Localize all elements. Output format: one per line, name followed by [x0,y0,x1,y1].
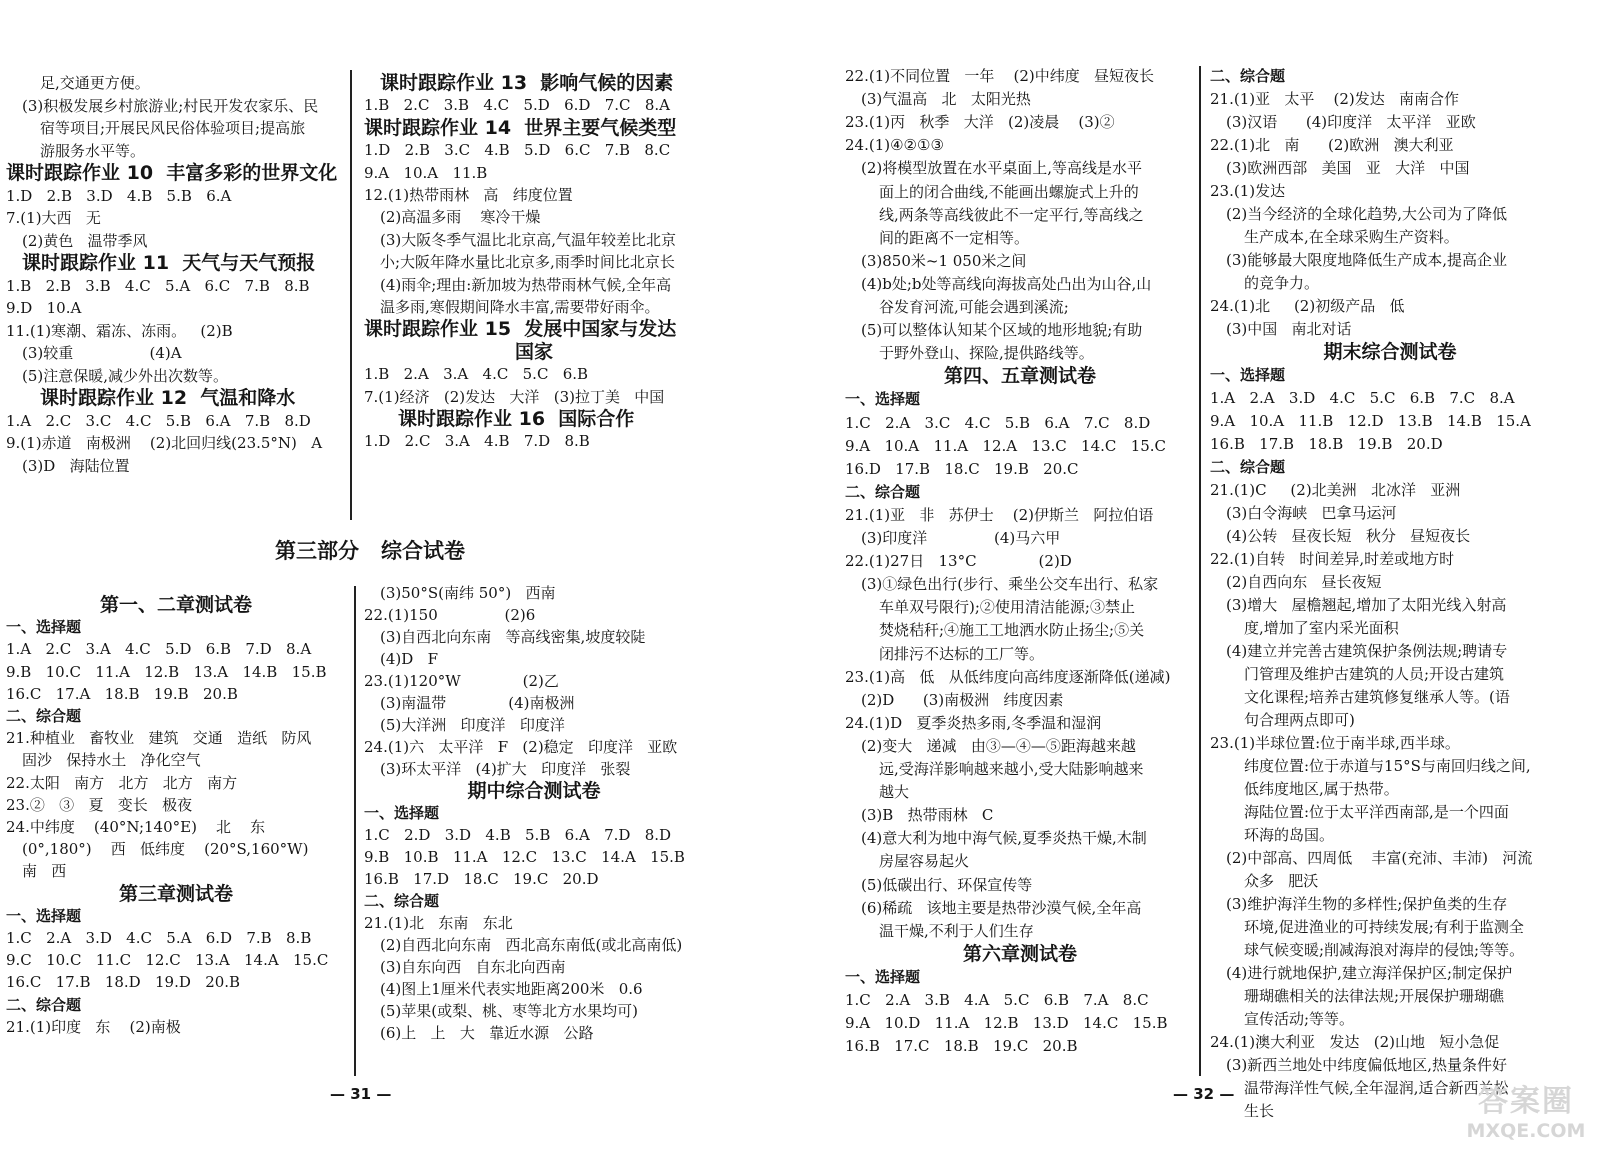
answer-line: 9.B 10.C 11.A 12.B 13.A 14.B 15.B [6,662,327,681]
answer-line: 生产成本,在全球采购生产资料。 [1244,228,1459,246]
answer-line: (2)自西向东 昼长夜短 [1226,573,1382,591]
answer-line: 宿等项目;开展民风民俗体验项目;提高旅 [40,119,306,137]
answer-line: (4)意大利为地中海气候,夏季炎热干燥,木制 [861,829,1147,848]
answer-line: 24.(1)澳大利亚 发达 (2)山地 短小急促 [1210,1033,1500,1051]
answer-line: (5)苹果(或梨、桃、枣等北方水果均可) [380,1002,638,1020]
answer-line: 21.(1)亚 太平 (2)发达 南南合作 [1210,90,1460,108]
answer-line: 22.(1)150 (2)6 [364,606,536,624]
answer-line: (3)印度洋 (4)马六甲 [861,529,1061,547]
answer-line: 7.(1)大西 无 [6,209,101,227]
answer-line: (4)公转 昼夜长短 秋分 昼短夜长 [1226,527,1471,545]
answer-line: (3)850米~1 050米之间 [861,251,1027,270]
answer-line: 7.(1)经济 (2)发达 大洋 (3)拉丁美 中国 [364,387,665,406]
answer-line: (3)自西北向东南 等高线密集,坡度较陡 [380,628,646,646]
section-heading: 课时跟踪作业 11 天气与天气预报 [22,252,316,274]
divider-right [1199,66,1201,1076]
answer-line: 24.(1)D 夏季炎热多雨,冬季温和湿润 [845,713,1102,732]
answer-line: 1.B 2.C 3.B 4.C 5.D 6.D 7.C 8.A [364,96,670,115]
answer-line: 23.(1)120°W (2)乙 [364,672,559,690]
answer-line: 门管理及维护古建筑的人员;开设古建筑 [1244,665,1505,683]
answer-line: 闭排污不达标的工厂等。 [879,644,1045,663]
answer-line: 焚烧秸秆;④施工工地洒水防止扬尘;⑤关 [879,621,1145,640]
answer-line: 足,交通更方便。 [40,74,150,92]
answer-line: (2)黄色 温带季风 [22,231,148,250]
answer-line: 谷发育河流,可能会遇到溪流; [879,298,1069,316]
subsection-label: 一、选择题 [6,618,82,637]
answer-line: 文化课程;培养古建筑修复继承人等。(语 [1244,688,1510,706]
answer-line: (5)大洋洲 印度洋 印度洋 [380,716,565,734]
answer-line: 远,受海洋影响越来越小,受大陆影响越来 [879,760,1144,778]
answer-line: 1.C 2.A 3.C 4.C 5.B 6.A 7.C 8.D [845,413,1151,432]
section-heading: 第一、二章测试卷 [99,594,252,616]
answer-line: (6)上 上 大 靠近水源 公路 [380,1024,594,1042]
answer-line: 低纬度地区,属于热带。 [1244,780,1399,798]
answer-line: 9.A 10.A 11.B [364,163,488,182]
column-4 [364,583,704,1083]
answer-line: 24.中纬度 (40°N;140°E) 北 东 [6,818,266,836]
answer-line: (3)能够最大限度地降低生产成本,提高企业 [1226,251,1508,269]
answer-line: (2)中部高、四周低 丰富(充沛、丰沛) 河流 [1226,849,1533,867]
answer-line: (2)高温多雨 寒冷干燥 [380,208,541,227]
answer-line: (3)环太平洋 (4)扩大 印度洋 张裂 [380,760,631,778]
subsection-label: 二、综合题 [6,995,82,1014]
answer-line: 于野外登山、探险,提供路线等。 [879,344,1094,363]
answer-line: 环境,促进渔业的可持续发展;有利于监测全 [1244,918,1524,936]
answer-line: 句合理两点即可) [1244,711,1355,729]
answer-line: (5)注意保暖,减少外出次数等。 [22,366,229,385]
subsection-label: 一、选择题 [1210,366,1286,384]
answer-line: (5)低碳出行、环保宣传等 [861,875,1033,894]
section-heading: 期中综合测试卷 [467,780,601,802]
column-2 [364,73,704,513]
answer-line: (3)欧洲西部 美国 亚 大洋 中国 [1226,159,1470,177]
answer-line: (4)b处;b处等高线向海拔高处凸出为山谷,山 [861,274,1152,293]
answer-line: (2)当今经济的全球化趋势,大公司为了降低 [1226,205,1508,223]
answer-line: 24.(1)北 (2)初级产品 低 [1210,297,1405,315]
answer-line: 23.(1)丙 秋季 大洋 (2)凌晨 (3)② [845,113,1115,132]
section-heading: 课时跟踪作业 15 发展中国家与发达 [364,318,677,341]
answer-line: 宣传活动;等等。 [1244,1010,1355,1028]
answer-line: (3)较重 (4)A [22,344,182,362]
answer-line: (3)增大 屋檐翘起,增加了太阳光线入射高 [1226,596,1507,614]
answer-line: 1.B 2.A 3.A 4.C 5.C 6.B [364,365,589,384]
answer-line: (3)白令海峡 巴拿马运河 [1226,504,1397,522]
answer-line: 面上的闭合曲线,不能画出螺旋式上升的 [879,182,1139,201]
answer-line: 9.(1)赤道 南极洲 (2)北回归线(23.5°N) A [6,434,323,452]
answer-line: (4)雨伞;理由:新加坡为热带雨林气候,全年高 [380,275,672,294]
answer-line: (3)维护海洋生物的多样性;保护鱼类的生存 [1226,895,1508,913]
answer-line: 9.C 10.C 11.C 12.C 13.A 14.A 15.C [6,951,329,970]
section-heading: 期末综合测试卷 [1323,341,1457,363]
answer-line: 23.(1)高 低 从低纬度向高纬度逐渐降低(递减) [845,667,1171,686]
answer-line: (4)进行就地保护,建立海洋保护区;制定保护 [1226,964,1513,982]
section-heading: 第六章测试卷 [962,942,1077,965]
answer-line: 1.A 2.C 3.A 4.C 5.D 6.B 7.D 8.A [6,640,312,659]
answer-line: 23.(1)发达 [1210,182,1286,200]
answer-line: 9.A 10.A 11.A 12.A 13.C 14.C 15.C [845,436,1167,455]
answer-line: 9.B 10.B 11.A 12.C 13.C 14.A 15.B [364,848,685,866]
answer-line: 1.A 2.C 3.C 4.C 5.B 6.A 7.B 8.D [6,411,311,430]
answer-line: (4)图上1厘米代表实地距离200米 0.6 [380,980,643,998]
section-heading: 第四、五章测试卷 [943,365,1096,388]
answer-line: 23.(1)半球位置:位于南半球,西半球。 [1210,734,1460,752]
answer-line: 21.(1)C (2)北美洲 北冰洋 亚洲 [1210,481,1461,499]
answer-line: (5)可以整体认知某个区域的地形地貌;有助 [861,321,1143,340]
answer-line: 21.(1)亚 非 苏伊士 (2)伊斯兰 阿拉伯语 [845,505,1154,524]
answer-line: (3)自东向西 自东北向西南 [380,958,566,976]
answer-line: (3)汉语 (4)印度洋 太平洋 亚欧 [1226,113,1476,131]
answer-line: (3)B 热带雨林 C [861,806,994,825]
answer-line: 9.D 10.A [6,299,82,317]
answer-line: 1.D 2.B 3.D 4.B 5.B 6.A [6,186,232,205]
answer-line: (2)自西北向东南 西北高东南低(或北高南低) [380,936,683,954]
answer-line: 度,增加了室内采光面积 [1244,619,1399,637]
section-heading: 课时跟踪作业 12 气温和降水 [40,387,296,409]
answer-line: (2)变大 递减 由③—④—⑤距海越来越 [861,736,1136,755]
answer-line: 24.(1)④②①③ [845,136,944,155]
answer-line: 21.种植业 畜牧业 建筑 交通 造纸 防风 [6,729,312,748]
answer-line: 21.(1)印度 东 (2)南极 [6,1017,181,1036]
answer-line: 的竞争力。 [1244,274,1320,292]
answer-line: (4)建立并完善古建筑保护条例法规;聘请专 [1226,642,1508,660]
answer-line: 众多 肥沃 [1244,872,1319,890]
answer-line: 22.(1)自转 时间差异,时差或地方时 [1210,550,1455,568]
part-title: 第三部分 综合试卷 [275,539,465,563]
answer-line: 温多雨,寒假期间降水丰富,需要带好雨伞。 [380,298,660,316]
answer-line: (3)南温带 (4)南极洲 [380,694,575,712]
answer-line: 11.(1)寒潮、霜冻、冻雨。 (2)B [6,321,233,340]
divider-left-top [350,70,352,520]
answer-line: (3)50°S(南纬 50°) 西南 [380,584,556,602]
answer-line: 16.C 17.B 18.D 19.D 20.B [6,973,241,992]
answer-line: 22.(1)不同位置 一年 (2)中纬度 昼短夜长 [845,67,1155,85]
answer-line: (3)积极发展乡村旅游业;村民开发农家乐、民 [22,96,319,115]
answer-line: 16.D 17.B 18.C 19.B 20.C [845,459,1079,478]
answer-line: 游服务水平等。 [40,141,146,160]
answer-line: (3)气温高 北 太阳光热 [861,90,1031,109]
subsection-label: 一、选择题 [845,967,921,986]
subsection-label: 二、综合题 [845,482,921,501]
answer-line: 珊瑚礁相关的法律法规;开展保护珊瑚礁 [1244,987,1505,1005]
section-heading: 课时跟踪作业 13 影响气候的因素 [380,72,674,94]
answer-line: (3)中国 南北对话 [1226,320,1352,338]
answer-line: 16.B 17.B 18.B 19.B 20.D [1210,435,1443,453]
answer-line: 生长 [1244,1102,1275,1120]
answer-line: 1.D 2.C 3.A 4.B 7.D 8.B [364,432,590,451]
answer-line: 22.(1)北 南 (2)欧洲 澳大利亚 [1210,136,1454,154]
answer-line: 1.C 2.A 3.D 4.C 5.A 6.D 7.B 8.B [6,929,312,947]
subsection-label: 二、综合题 [6,707,82,725]
page-number-left: — 31 — [330,1085,392,1103]
answer-line: 间的距离不一定相等。 [879,228,1030,247]
answer-line: (3)大阪冬季气温比北京高,气温年较差比北京 [380,230,677,249]
answer-line: 21.(1)北 东南 东北 [364,914,513,932]
section-heading: 课时跟踪作业 10 丰富多彩的世界文化 [6,162,338,184]
answer-line: 12.(1)热带雨林 高 纬度位置 [364,186,573,204]
answer-line: 9.A 10.A 11.B 12.D 13.B 14.B 15.A [1210,412,1531,430]
answer-line: 1.D 2.B 3.C 4.B 5.D 6.C 7.B 8.C [364,141,671,160]
divider-left-bottom [354,586,356,1076]
answer-line: 小;大阪年降水量比北京多,雨季时间比北京长 [380,253,675,272]
answer-line: (3)新西兰地处中纬度偏低地区,热量条件好 [1226,1056,1508,1074]
watermark-url: MXQE.COM [1466,1120,1586,1142]
answer-line: 1.A 2.A 3.D 4.C 5.C 6.B 7.C 8.A [1210,389,1515,407]
answer-line: 越大 [879,783,910,802]
answer-line: (6)稀疏 该地主要是热带沙漠气候,全年高 [861,898,1142,917]
answer-line: 1.C 2.A 3.B 4.A 5.C 6.B 7.A 8.C [845,991,1149,1009]
answer-line: 南 西 [22,862,67,881]
answer-line: 温带海洋性气候,全年湿润,适合新西兰松 [1244,1079,1509,1097]
answer-line: 房屋容易起火 [879,852,970,871]
subsection-label: 二、综合题 [1210,458,1286,476]
column-1 [6,73,346,513]
answer-line: (2)D (3)南极洲 纬度因素 [861,690,1064,709]
column-3 [6,595,346,1085]
watermark-logo [1466,1084,1586,1146]
subsection-label: 一、选择题 [845,390,921,409]
answer-line: (0°,180°) 西 低纬度 (20°S,160°W) [22,840,309,859]
column-5 [845,66,1195,1086]
answer-line: 22.(1)27日 13°C (2)D [845,552,1072,571]
answer-line: 16.C 17.A 18.B 19.B 20.B [6,684,238,703]
subsection-label: 二、综合题 [364,892,440,910]
answer-line: 1.C 2.D 3.D 4.B 5.B 6.A 7.D 8.D [364,826,672,844]
answer-line: 24.(1)六 太平洋 F (2)稳定 印度洋 亚欧 [364,738,678,756]
answer-line: 16.B 17.C 18.B 19.C 20.B [845,1037,1078,1056]
answer-line: (2)将模型放置在水平桌面上,等高线是水平 [861,159,1143,178]
section-heading: 第三章测试卷 [118,882,233,905]
answer-line: 线,两条等高线彼此不一定平行,等高线之 [879,205,1144,224]
answer-line: 9.A 10.D 11.A 12.B 13.D 14.C 15.B [845,1014,1168,1033]
answer-line: 车单双号限行);②使用清洁能源;③禁止 [879,598,1135,617]
answer-line: (4)D F [380,650,438,668]
answer-line: 16.B 17.D 18.C 19.C 20.D [364,870,599,888]
answer-line: 环海的岛国。 [1244,826,1335,844]
subsection-label: 一、选择题 [6,906,82,925]
answer-line: 1.B 2.B 3.B 4.C 5.A 6.C 7.B 8.B [6,276,310,295]
answer-line: 固沙 保持水土 净化空气 [22,751,201,770]
answer-line: (3)D 海陆位置 [22,456,130,475]
answer-line: 球气候变暖;削减海浪对海岸的侵蚀;等等。 [1244,941,1525,959]
subsection-label: 二、综合题 [1210,67,1286,85]
answer-line: 22.太阳 南方 北方 北方 南方 [6,773,238,792]
watermark-title: 答案圈 [1478,1084,1574,1119]
answer-line: 温干燥,不利于人们生存 [879,921,1034,940]
section-heading: 课时跟踪作业 16 国际合作 [398,408,635,430]
section-heading: 国家 [514,340,553,363]
section-heading: 课时跟踪作业 14 世界主要气候类型 [364,116,677,139]
subsection-label: 一、选择题 [364,804,440,822]
answer-line: (3)①绿色出行(步行、乘坐公交车出行、私家 [861,575,1159,594]
answer-line: 纬度位置:位于赤道与15°S与南回归线之间, [1244,757,1531,775]
page-number-right: — 32 — [1173,1085,1235,1103]
answer-line: 23.② ③ 夏 变长 极夜 [6,795,193,814]
answer-line: 海陆位置:位于太平洋西南部,是一个四面 [1244,803,1509,821]
